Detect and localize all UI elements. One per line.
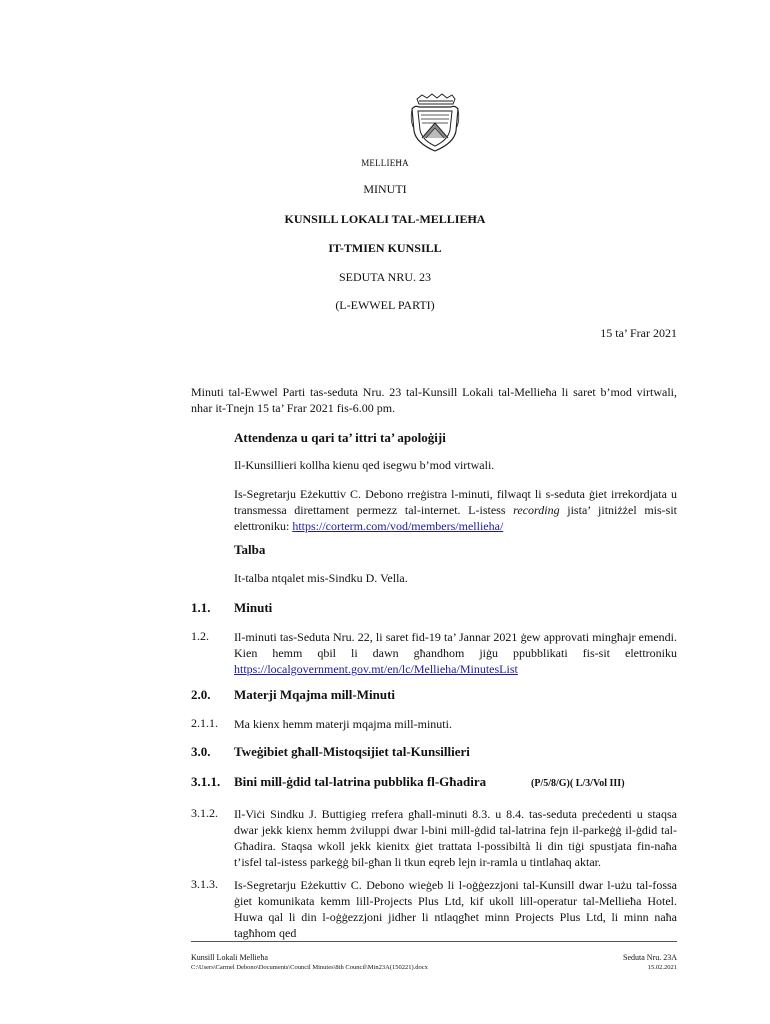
recording-link[interactable]: https://corterm.com/vod/members/mellieha/ (292, 519, 504, 533)
footer-divider (191, 941, 677, 942)
section-2-number: 2.0. (191, 687, 211, 702)
document-type: MINUTI (363, 182, 407, 196)
prayer-heading: Talba (234, 542, 266, 557)
footer-council: Kunsill Lokali Mellieħa (191, 953, 268, 962)
section-3-1-1-number: 3.1.1. (191, 774, 221, 789)
attendance-text: Il-Kunsillieri kollha kienu qed isegwu b’mod virtwali. (234, 458, 495, 472)
section-3-1-1-reference: (P/5/8/G)( L/3/Vol III) (531, 778, 625, 789)
recording-italic: recording (513, 503, 560, 517)
recording-text-end: jista’ jitniżżel mis-sit elettroniku: (234, 503, 677, 533)
meeting-date: 15 ta’ Frar 2021 (600, 326, 677, 340)
footer-session: Seduta Nru. 23A (623, 953, 677, 962)
meeting-type: IT-TMIEN KUNSILL (328, 241, 442, 255)
footer-file-path: C:\Users\Carmel Debono\Documents\Council Minutes\8th Council\Min23A(150221).docx (191, 964, 428, 971)
recording-paragraph (234, 486, 677, 534)
section-3-1-2-text: Il-Viċi Sindku J. Buttigieg rrefera għall-minuti 8.3. u 8.4. tas-seduta preċedenti u staqsa dwar jekk kienx hemm żviluppi dwar l-bini mill-ġdid tal-latrina fejn il-parkeġġ il-ġdid tal-Għadira. Staqsa wkoll jekk kienitx ġiet trattata l-possibiltà li din tiġi spustjata fin-naħa t’isfel tal-istess parkeġġ bil-għan li tkun eqreb lejn ir-ramla u tintlaħaq aktar. (234, 807, 677, 869)
intro-paragraph: Minuti tal-Ewwel Parti tas-seduta Nru. 23 tal-Kunsill Lokali tal-Mellieħa li saret b’mod virtwali, nhar it-Tnejn 15 ta’ Frar 2021 fis-6.00 pm. (191, 385, 677, 415)
section-1-2-text (234, 629, 677, 677)
section-1-1-title: Minuti (234, 600, 273, 615)
footer-date: 15.02.2021 (647, 964, 677, 971)
session-number: SEDUTA NRU. 23 (338, 270, 432, 284)
section-1-1-number: 1.1. (191, 600, 211, 615)
section-3-1-2-number: 3.1.2. (191, 806, 218, 820)
section-3-1-3-text: Is-Segretarju Eżekuttiv C. Debono wieġeb li l-oġġezzjoni tal-Kunsill dwar l-użu tal-fossa ġiet komunikata kemm lill-Projects Plus Ltd, kif ukoll lill-operatur tal-Mellieħa Hotel. Huwa qal li din l-oġġezzjoni jidher li ntlaqgħet minn Projects Plus Ltd, li minn naħa tagħhom qed (234, 878, 677, 940)
section-2-1-1-text: Ma kienx hemm materji mqajma mill-minuti. (234, 717, 452, 731)
minutes-approval-text: Il-minuti tas-Seduta Nru. 22, li saret fid-19 ta’ Jannar 2021 ġew approvati mingħajr emendi. Kien hemm qbil li dawn għandhom jiġu ppubblikati fis-sit elettroniku (234, 630, 677, 660)
council-name: KUNSILL LOKALI TAL-MELLIEĦA (284, 212, 486, 226)
session-part: (L-EWWEL PARTI) (335, 298, 435, 312)
attendance-heading: Attendenza u qari ta’ ittri ta’ apoloġiji (234, 430, 446, 445)
prayer-text: It-talba ntqalet mis-Sindku D. Vella. (234, 571, 408, 585)
section-3-title: Tweġibiet għall-Mistoqsijiet tal-Kunsillieri (234, 744, 470, 759)
council-crest-icon (409, 93, 461, 153)
section-2-title: Materji Mqajma mill-Minuti (234, 687, 396, 702)
section-1-2-number: 1.2. (191, 629, 209, 643)
section-2-1-1-number: 2.1.1. (191, 716, 218, 730)
section-3-1-1-title: Bini mill-ġdid tal-latrina pubblika fl-Għadira (234, 774, 487, 789)
minutes-list-link[interactable]: https://localgovernment.gov.mt/en/lc/Mellieha/MinutesList (234, 662, 518, 676)
recording-text-start: Is-Segretarju Eżekuttiv C. Debono rreġistra l-minuti, filwaqt li s-seduta ġiet irrekordjata u transmessa direttament permezz tal-internet. L-istess (234, 487, 677, 517)
locality-name: MELLIEĦA (361, 158, 409, 168)
section-3-number: 3.0. (191, 744, 211, 759)
section-3-1-3-number: 3.1.3. (191, 877, 218, 891)
